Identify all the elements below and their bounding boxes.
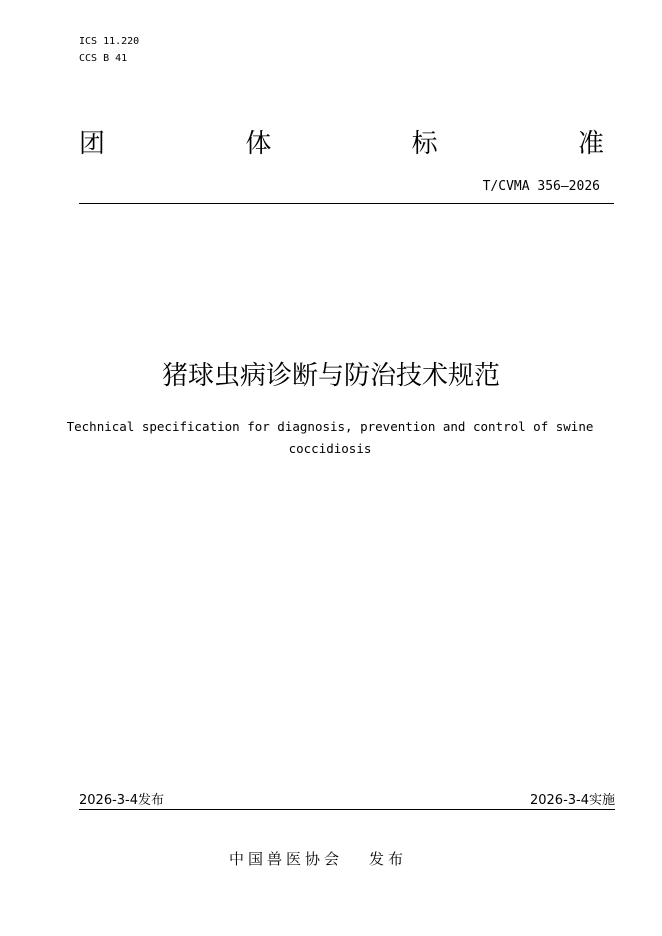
publisher-name: 中国兽医协会 bbox=[229, 850, 344, 868]
footer-divider bbox=[79, 809, 615, 810]
ics-code: ICS 11.220 bbox=[79, 36, 140, 47]
standard-type-char: 体 bbox=[245, 129, 272, 159]
publisher-line bbox=[229, 849, 407, 869]
standard-type-char: 标 bbox=[411, 129, 438, 159]
standard-type-char: 团 bbox=[79, 129, 106, 159]
title-en-line: Technical specification for diagnosis, prevention and control of swine bbox=[66, 419, 594, 434]
implementation-date: 2026-3-4实施 bbox=[529, 793, 615, 808]
standard-type-char: 准 bbox=[577, 129, 604, 159]
header-divider bbox=[79, 203, 614, 204]
classification-codes bbox=[79, 33, 139, 67]
dates-row bbox=[79, 792, 615, 810]
publisher-action: 发布 bbox=[369, 850, 408, 868]
issue-date: 2026-3-4发布 bbox=[79, 793, 165, 808]
document-title-zh: 猪球虫病诊断与防治技术规范 bbox=[161, 361, 500, 391]
document-title-en bbox=[40, 416, 620, 460]
title-en-line: coccidiosis bbox=[288, 441, 372, 456]
ccs-code: CCS B 41 bbox=[79, 53, 128, 64]
standard-number: T/CVMA 356—2026 bbox=[482, 179, 600, 194]
standard-type-heading bbox=[79, 126, 604, 162]
